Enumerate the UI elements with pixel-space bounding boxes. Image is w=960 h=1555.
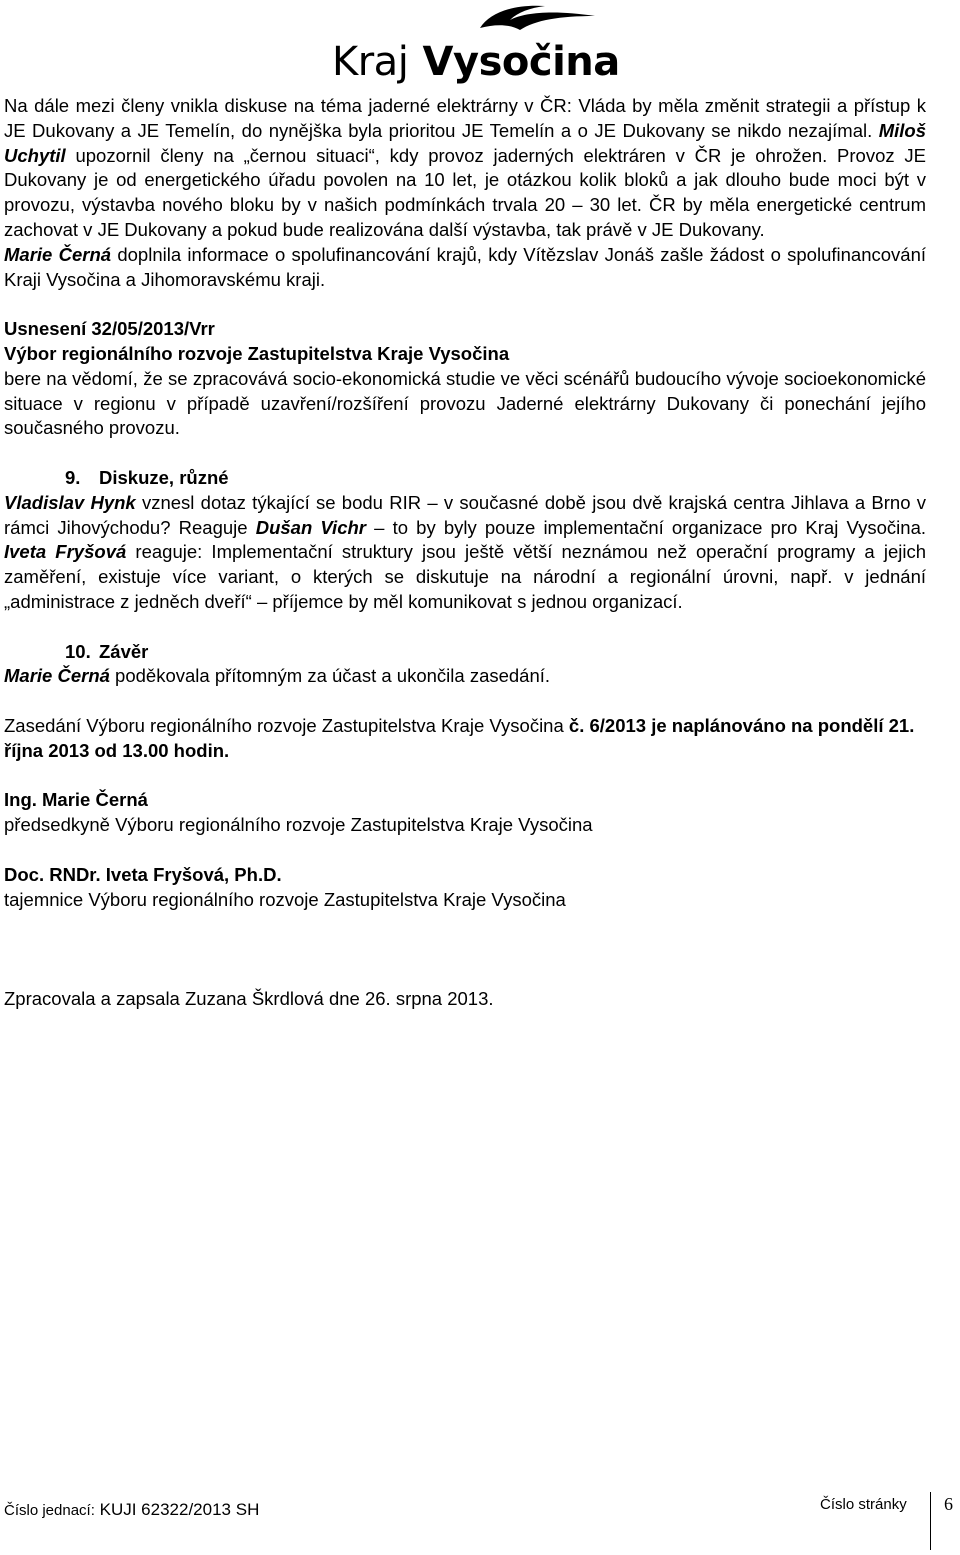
resolution-text: bere na vědomí, že se zpracovává socio-ekonomická studie ve věci scénářů budoucího vývoje socioekonomické situace v regionu v případě uzavření/rozšíření provozu Jaderné elektrárny Dukovany či ponechání jejího současného provozu. <box>4 367 926 439</box>
page-label: Číslo stránky <box>820 1496 907 1513</box>
secretary-role: tajemnice Výboru regionálního rozvoje Zastupitelstva Kraje Vysočina <box>4 888 566 910</box>
person-name: Dušan Vichr <box>255 516 366 538</box>
paragraph-closing <box>4 664 926 689</box>
section-title: Diskuze, různé <box>99 466 229 488</box>
spacer <box>4 838 926 863</box>
person-name: Vladislav Hynk <box>4 491 136 513</box>
text-run: upozornil členy na „černou situaci“, kdy provoz jaderných elektráren v ČR je ohrožen. Provoz JE Dukovany je od energetického úřadu povolen na 10 let, je otázkou kolik bloků a jak dlouho bude moci být v provozu, výstavba nového bloku by v našich podmínkách trvala 20 – 30 let. ČR by měla energetické centrum zachovat v JE Dukovany a pokud bude realizována další výstavba, tak právě v JE Dukovany. <box>4 144 926 240</box>
person-name: Marie Černá <box>4 243 112 265</box>
person-name: Miloš Uchytil <box>4 119 926 166</box>
resolution-body: Výbor regionálního rozvoje Zastupitelstva Kraje Vysočina <box>4 342 510 364</box>
section-number: 9. <box>65 466 81 488</box>
paragraph-nuclear-discussion <box>4 94 926 243</box>
spacer <box>4 937 926 962</box>
footer-divider <box>930 1492 931 1550</box>
text-run: Na dále mezi členy vnikla diskuse na téma jaderné elektrárny v ČR: Vláda by měla změnit strategii a přístup k JE Dukovany a JE Temelín, do nynějška byla prioritou JE Temelín a o JE Dukovany se nikdo nezajímal. <box>4 95 926 141</box>
kraj-vysocina-logo <box>330 0 620 90</box>
logo-kraj-text: Kraj <box>332 39 409 85</box>
next-meeting-notice <box>4 714 926 764</box>
reference-label: Číslo jednací: <box>4 1502 95 1519</box>
text-run: poděkovala přítomným za účast a ukončila zasedání. <box>109 665 551 687</box>
prepared-by: Zpracovala a zapsala Zuzana Škrdlová dne 26. srpna 2013. <box>4 987 494 1009</box>
logo-wordmark <box>332 38 620 86</box>
next-meeting-date: č. 6/2013 je naplánováno na pondělí 21. října 2013 od 13.00 hodin. <box>4 714 915 761</box>
paragraph-cofinancing <box>4 243 926 293</box>
page-number: 6 <box>944 1494 953 1514</box>
person-name: Marie Černá <box>4 665 110 687</box>
person-name: Iveta Fryšová <box>4 541 127 563</box>
text-run: – to by byly pouze implementační organizace pro Kraj Vysočina. <box>366 516 927 538</box>
section-title: Závěr <box>99 640 149 662</box>
spacer <box>4 615 926 640</box>
resolution-number: Usnesení 32/05/2013/Vrr <box>4 318 215 340</box>
paragraph-discussion <box>4 491 926 615</box>
spacer <box>4 441 926 466</box>
section-heading-9 <box>4 466 926 491</box>
text-run: Zasedání Výboru regionálního rozvoje Zastupitelstva Kraje Vysočina <box>4 714 569 736</box>
spacer <box>4 292 926 317</box>
chair-name: Ing. Marie Černá <box>4 789 148 811</box>
spacer <box>4 912 926 937</box>
chair-role: předsedkyně Výboru regionálního rozvoje Zastupitelstva Kraje Vysočina <box>4 814 593 836</box>
logo-swoosh-icon <box>330 0 600 40</box>
text-run: doplnila informace o spolufinancování krajů, kdy Vítězslav Jonáš zašle žádost o spolufinancování Kraji Vysočina a Jihomoravskému kraji. <box>4 243 926 290</box>
document-body <box>4 94 926 1011</box>
spacer <box>4 764 926 789</box>
page-footer <box>0 1488 960 1555</box>
reference-number <box>4 1500 259 1520</box>
text-run: vznesl dotaz týkající se bodu RIR – v současné době jsou dvě krajská centra Jihlava a Brno v rámci Jihovýchodu? Reaguje <box>4 491 926 538</box>
secretary-name: Doc. RNDr. Iveta Fryšová, Ph.D. <box>4 863 282 885</box>
logo-vysocina-text: Vysočina <box>422 39 620 85</box>
spacer <box>4 689 926 714</box>
reference-value: KUJI 62322/2013 SH <box>99 1500 260 1519</box>
section-number: 10. <box>65 640 91 662</box>
section-heading-10 <box>4 640 926 665</box>
spacer <box>4 962 926 987</box>
text-run: reaguje: Implementační struktury jsou ještě větší neznámou než operační programy a jejich zaměření, existuje více variant, o kterých se diskutuje na národní a regionální úrovni, např. v jednání „administrace z jedněch dveří“ – příjemce by měl komunikovat s jednou organizací. <box>4 541 927 612</box>
